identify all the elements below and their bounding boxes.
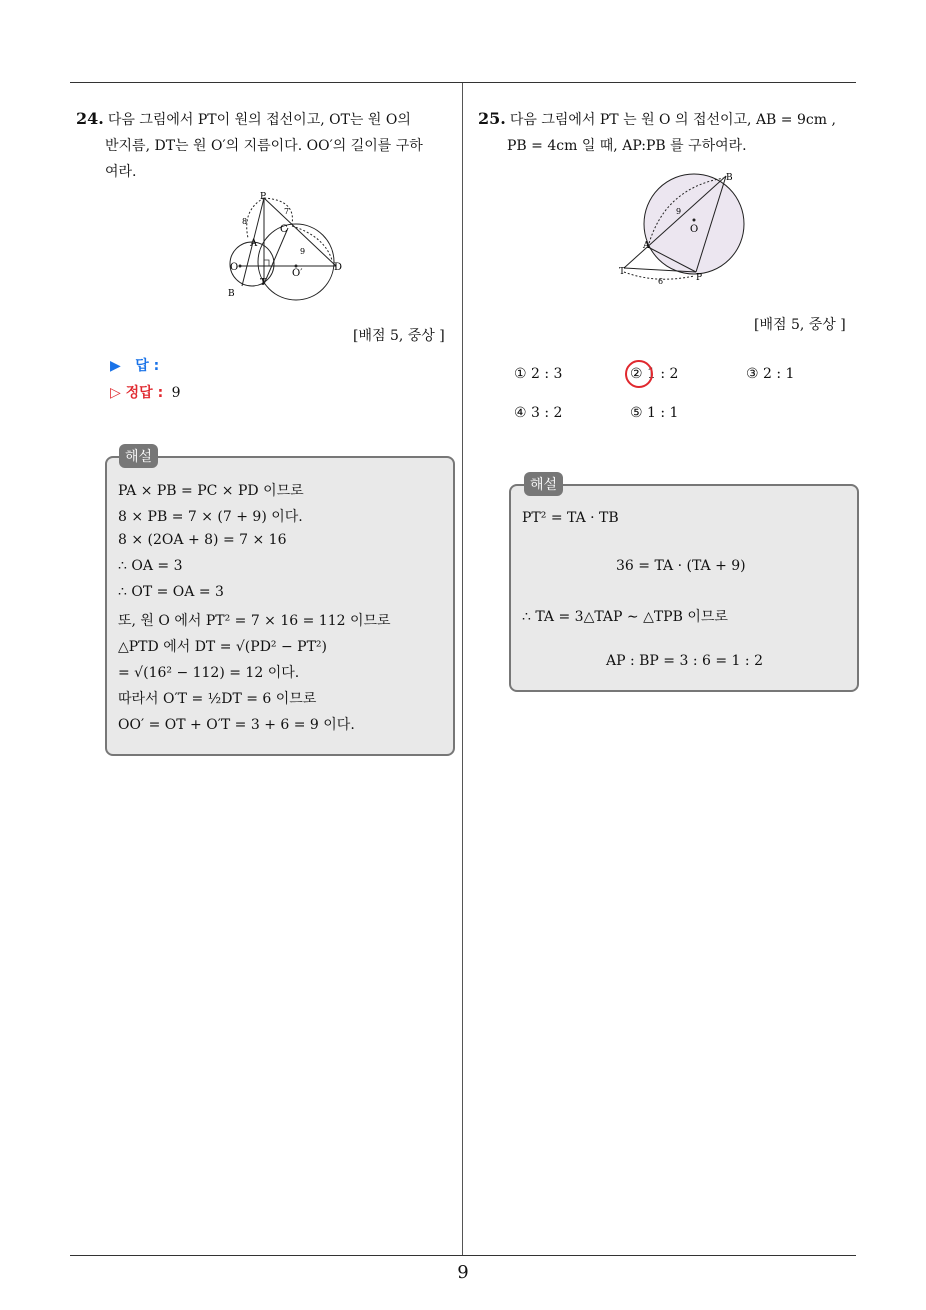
q25-score: [배점 5, 중상 ] <box>754 317 846 333</box>
question-text-line: 다음 그림에서 PT이 원의 접선이고, OT는 원 O의 <box>107 112 411 128</box>
solution-line: ∴ TA = 3△TAP ∼ △TPB 이므로 <box>522 609 728 625</box>
correct-label: ▷ 정답 : <box>110 385 164 401</box>
solution-line: PA × PB = PC × PD 이므로 <box>118 483 304 499</box>
page-number: 9 <box>457 1262 469 1283</box>
label-D: D <box>334 262 343 273</box>
question-24 <box>76 106 456 185</box>
q24-score: [배점 5, 중상 ] <box>353 328 445 344</box>
column-divider <box>462 83 463 1255</box>
label-9: 9 <box>300 247 306 256</box>
label-C: C <box>280 224 288 235</box>
label-B: B <box>228 289 235 299</box>
label-A: A <box>250 238 258 249</box>
label-P: P <box>696 273 703 283</box>
question-number: 24. <box>76 109 104 128</box>
question-text-line: 여라. <box>105 164 137 180</box>
question-text-line: 반지름, DT는 원 O′의 지름이다. OO′의 길이를 구하 <box>105 138 423 154</box>
label-T: T <box>619 267 626 277</box>
solution-line: 따라서 O′T = ½DT = 6 이므로 <box>118 691 317 707</box>
solution-line: 36 = TA · (TA + 9) <box>616 558 746 574</box>
solution-line: PT² = TA · TB <box>522 510 619 526</box>
choice-2[interactable]: ② 1 : 2 <box>630 366 679 382</box>
label-P: P <box>260 192 267 202</box>
label-B: B <box>726 173 733 183</box>
q24-figure <box>212 190 362 302</box>
solution-line: 또, 원 O 에서 PT² = 7 × 16 = 112 이므로 <box>118 613 391 629</box>
answer-field[interactable] <box>110 355 159 375</box>
choice-3[interactable]: ③ 2 : 1 <box>746 366 795 382</box>
question-25 <box>478 106 868 159</box>
label-6: 6 <box>658 277 664 286</box>
solution-line: 8 × PB = 7 × (7 + 9) 이다. <box>118 509 303 525</box>
label-A: A <box>643 241 650 251</box>
correct-value: 9 <box>171 385 181 401</box>
solution-line: △PTD 에서 DT = √(PD² − PT²) <box>118 639 327 655</box>
footer-rule <box>70 1255 856 1256</box>
solution-tag: 해설 <box>119 444 158 468</box>
label-9: 9 <box>676 207 682 216</box>
answer-label: 답 : <box>135 358 160 374</box>
solution-line: ∴ OA = 3 <box>118 558 183 574</box>
header-rule <box>70 82 856 83</box>
label-8: 8 <box>242 217 248 226</box>
choice-4[interactable]: ④ 3 : 2 <box>514 405 563 421</box>
label-O-prime: O′ <box>292 268 303 279</box>
question-number: 25. <box>478 109 506 128</box>
label-O: O <box>230 262 239 273</box>
question-text-line: PB = 4cm 일 때, AP:PB 를 구하여라. <box>507 138 747 154</box>
q25-figure <box>616 168 752 286</box>
choice-1[interactable]: ① 2 : 3 <box>514 366 563 382</box>
question-text-line: 다음 그림에서 PT 는 원 O 의 접선이고, AB = 9cm , <box>509 112 836 128</box>
solution-tag: 해설 <box>524 472 563 496</box>
label-T: T <box>260 278 267 288</box>
q24-solution-box <box>105 456 455 756</box>
solution-line: = √(16² − 112) = 12 이다. <box>118 665 300 681</box>
solution-line: 8 × (2OA + 8) = 7 × 16 <box>118 532 287 548</box>
correct-answer <box>110 382 181 402</box>
solution-line: OO′ = OT + O′T = 3 + 6 = 9 이다. <box>118 717 355 733</box>
label-7: 7 <box>284 207 290 216</box>
solution-line: ∴ OT = OA = 3 <box>118 584 224 600</box>
label-O: O <box>690 224 699 235</box>
selected-mark <box>625 360 653 388</box>
play-icon: ▶ <box>110 358 121 374</box>
solution-line: AP : BP = 3 : 6 = 1 : 2 <box>606 653 763 669</box>
choice-5[interactable]: ⑤ 1 : 1 <box>630 405 679 421</box>
